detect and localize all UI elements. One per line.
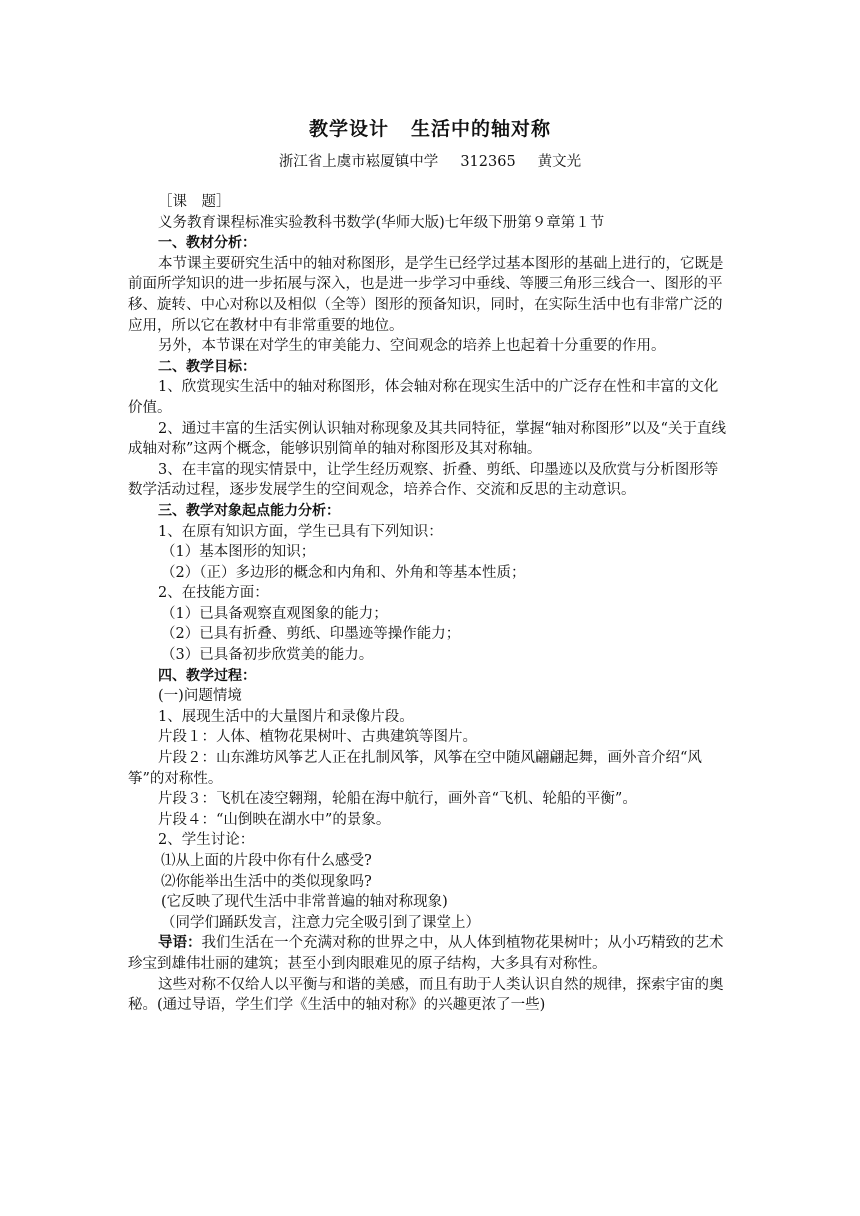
- ability-2-item-3: （3）已具备初步欣赏美的能力。: [161, 647, 374, 664]
- clip-3: 片段３：飞机在凌空翱翔，轮船在海中航行，画外音“飞机、轮船的平衡”。: [158, 791, 637, 808]
- title-part1: 教学设计: [308, 118, 389, 140]
- topic-label: ［课 题］: [158, 194, 231, 210]
- document-body: [128, 192, 732, 1016]
- intro-paragraph: [128, 933, 732, 974]
- title-part2: 生活中的轴对称: [411, 118, 552, 140]
- goal-2: 2、通过丰富的生活实例认识轴对称现象及其共同特征，掌握“轴对称图形”以及“关于直线成轴对称”这两个概念，能够识别简单的轴对称图形及其对称轴。: [128, 420, 726, 458]
- discussion-question-2: ⑵你能举出生活中的类似现象吗?: [161, 873, 372, 890]
- paragraph-analysis-extra: 另外，本节课在对学生的审美能力、空间观念的培养上也起着十分重要的作用。: [158, 338, 666, 355]
- clip-2: 片段２：山东潍坊风筝艺人正在扎制风筝，风筝在空中随风翩翩起舞，画外音介绍“风筝”的对称性。: [128, 750, 702, 787]
- section-heading-1: 一、教材分析：: [158, 235, 256, 252]
- ability-1: 1、在原有知识方面，学生已具有下列知识：: [158, 523, 443, 540]
- topic-text: 义务教育课程标准实验教科书数学(华师大版)七年级下册第９章第１节: [158, 214, 605, 231]
- discussion-note-1: (它反映了现代生活中非常普遍的轴对称现象): [161, 894, 448, 911]
- intro-label: 导语：: [158, 935, 202, 952]
- situation-item-1: 1、展现生活中的大量图片和录像片段。: [158, 708, 414, 725]
- discussion-note-2: （同学们踊跃发言，注意力完全吸引到了课堂上）: [161, 914, 480, 931]
- section-heading-4: 四、教学过程：: [158, 667, 256, 684]
- clip-1: 片段１：人体、植物花果树叶、古典建筑等图片。: [158, 729, 477, 746]
- subsection-situation: (一)问题情境: [158, 688, 242, 705]
- paragraph-analysis: 本节课主要研究生活中的轴对称图形，是学生已经学过基本图形的基础上进行的，它既是前面所学知识的进一步拓展与深入，也是进一步学习中垂线、等腰三角形三线合一、图形的平移、旋转、中心对称以及相似（全等）图形的预备知识，同时，在实际生活中也有非常广泛的应用，所以它在教材中有非常重要的地位。: [128, 255, 724, 334]
- ability-1-item-2: （2）（正）多边形的概念和内角和、外角和等基本性质；: [161, 564, 526, 581]
- discussion-question-1: ⑴从上面的片段中你有什么感受?: [161, 853, 372, 869]
- goal-3: 3、在丰富的现实情景中，让学生经历观察、折叠、剪纸、印墨迹以及欣赏与分析图形等数学活动过程，逐步发展学生的空间观念，培养合作、交流和反思的主动意识。: [128, 461, 719, 499]
- discussion-heading: 2、学生讨论：: [158, 832, 255, 849]
- intro-text: 我们生活在一个充满对称的世界之中，从人体到植物花果树叶；从小巧精致的艺术珍宝到雄伟壮丽的建筑；甚至小到肉眼难见的原子结构，大多具有对称性。: [128, 935, 724, 972]
- ability-1-item-1: （1）基本图形的知识；: [161, 544, 316, 561]
- section-heading-2: 二、教学目标：: [158, 358, 256, 375]
- section-heading-3: 三、教学对象起点能力分析：: [158, 502, 340, 519]
- ability-2: 2、在技能方面：: [158, 585, 269, 602]
- ability-2-item-2: （2）已具有折叠、剪纸、印墨迹等操作能力；: [161, 626, 461, 643]
- goal-1: 1、欣赏现实生活中的轴对称图形，体会轴对称在现实生活中的广泛存在性和丰富的文化价值。: [128, 379, 719, 416]
- closing-paragraph: 这些对称不仅给人以平衡与和谐的美感，而且有助于人类认识自然的规律，探索宇宙的奥秘。(通过导语，学生们学《生活中的轴对称》的兴趣更浓了一些): [128, 976, 724, 1014]
- clip-4: 片段４：“山倒映在湖水中”的景象。: [158, 811, 391, 828]
- author-name: 黄文光: [537, 154, 582, 170]
- ability-2-item-1: （1）已具备观察直观图象的能力；: [161, 605, 388, 622]
- author-line: [0, 150, 860, 171]
- author-school: 浙江省上虞市崧厦镇中学: [278, 154, 439, 170]
- document-title: [0, 114, 860, 141]
- author-postcode: 312365: [460, 154, 516, 170]
